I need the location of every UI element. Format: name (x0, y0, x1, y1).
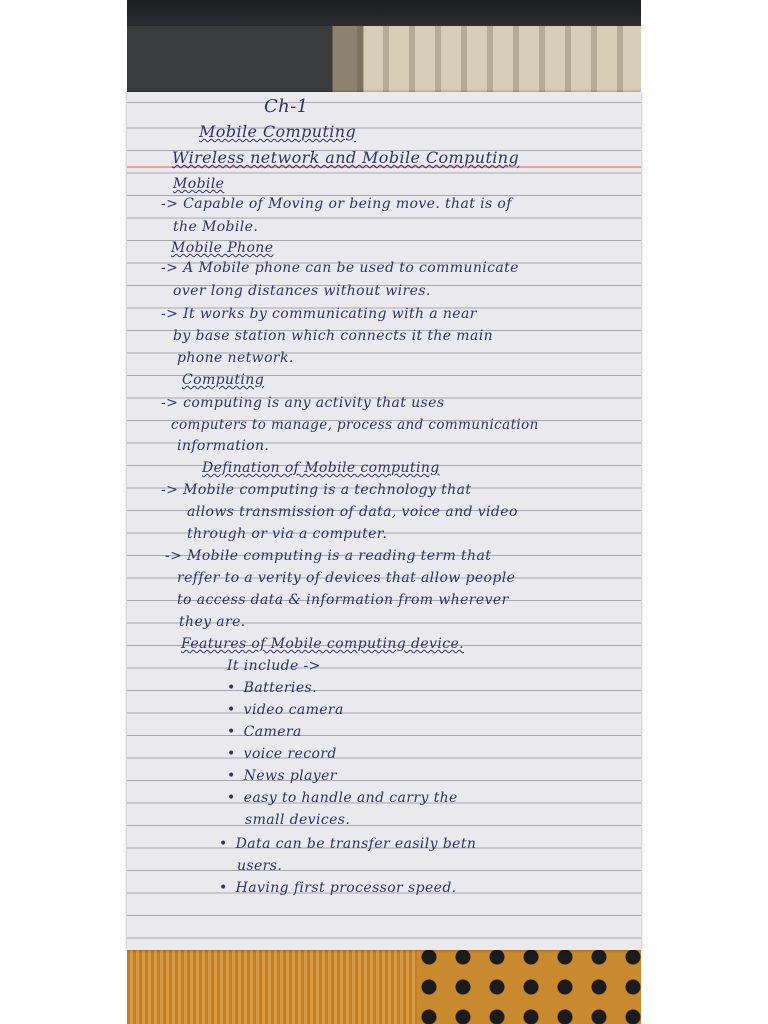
text-line: over long distances without wires. (173, 283, 431, 299)
feature-item-continued: small devices. (245, 812, 351, 828)
notebook-page (127, 92, 641, 950)
feature-item: • Batteries. (227, 680, 317, 696)
heading-computing: Computing (182, 372, 265, 388)
page-subtitle: Wireless network and Mobile Computing (172, 148, 520, 167)
heading-mobile: Mobile (173, 176, 225, 192)
fabric-ribbed (127, 945, 417, 1024)
heading-mobile-phone: Mobile Phone (171, 240, 274, 256)
laptop-edge (127, 0, 641, 26)
text-line: they are. (179, 614, 246, 630)
text-line: reffer to a verity of devices that allow people (177, 570, 516, 586)
heading-definition: Defination of Mobile computing (202, 460, 440, 476)
feature-item: • video camera (227, 702, 344, 718)
page-title: Mobile Computing (199, 122, 357, 141)
fabric-bottom (127, 945, 641, 1024)
feature-item: • Having first processor speed. (219, 880, 457, 896)
text-line: through or via a computer. (187, 526, 388, 542)
text-line: phone network. (177, 350, 294, 366)
feature-item: • Data can be transfer easily betn (219, 836, 476, 852)
text-line: by base station which connects it the main (173, 328, 494, 344)
text-line: allows transmission of data, voice and video (187, 504, 518, 520)
feature-item: • easy to handle and carry the (227, 790, 458, 806)
text-line: -> A Mobile phone can be used to communicate (161, 260, 519, 276)
feature-item: • Camera (227, 724, 302, 740)
feature-item-continued: users. (237, 858, 283, 874)
feature-item: • News player (227, 768, 337, 784)
text-line: -> Mobile computing is a reading term that (165, 548, 492, 564)
text-line: -> computing is any activity that uses (161, 395, 445, 411)
heading-features: Features of Mobile computing device. (181, 636, 464, 652)
text-line: -> Capable of Moving or being move. that is of (161, 196, 512, 212)
fabric-dots (417, 945, 641, 1024)
text-line: -> Mobile computing is a technology that (161, 482, 472, 498)
text-line: computers to manage, process and communication (171, 417, 539, 433)
features-intro: It include -> (227, 658, 321, 674)
text-line: to access data & information from wherever (177, 592, 509, 608)
feature-item: • voice record (227, 746, 337, 762)
text-line: -> It works by communicating with a near (161, 306, 477, 322)
chapter-heading: Ch-1 (264, 96, 309, 117)
text-line: the Mobile. (173, 219, 259, 235)
text-line: information. (177, 438, 270, 454)
